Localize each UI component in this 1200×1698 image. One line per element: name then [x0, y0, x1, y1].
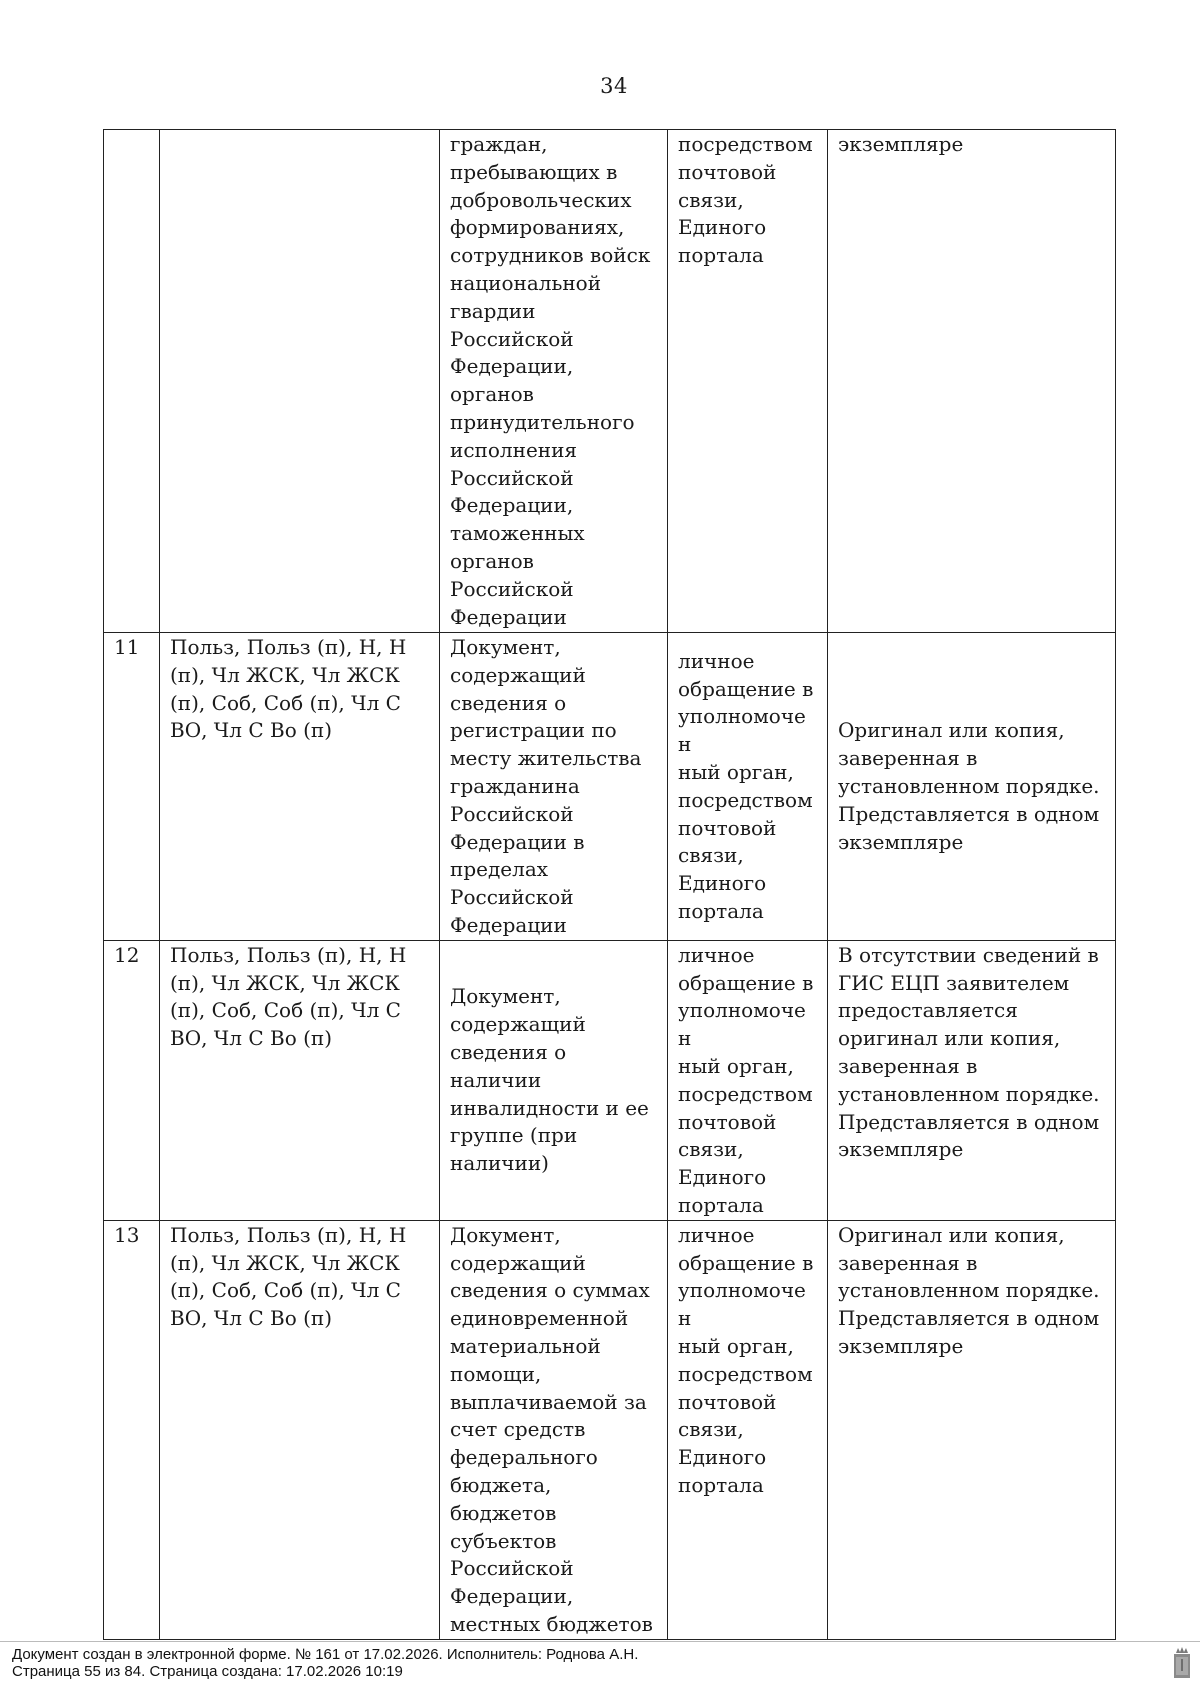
row-number-cell: 11: [104, 633, 160, 941]
requirements-cell: В отсутствии сведений в ГИС ЕЦП заявителем предоставляется оригинал или копия, заверенная в установленном порядке. Представляется в одном экземпляре: [828, 940, 1116, 1220]
submission-method-cell: личное обращение в уполномочен ный орган, посредством почтовой связи, Единого портала: [668, 633, 828, 941]
coat-of-arms-icon: [1172, 1646, 1192, 1680]
table-row: [104, 1220, 1116, 1639]
row-number-cell: 12: [104, 940, 160, 1220]
requirements-cell: Оригинал или копия, заверенная в установленном порядке. Представляется в одном экземпляре: [828, 1220, 1116, 1639]
applicant-category-cell: Польз, Польз (п), Н, Н (п), Чл ЖСК, Чл ЖСК (п), Соб, Соб (п), Чл С ВО, Чл С Во (п): [160, 1220, 440, 1639]
footer-line-page-info: Страница 55 из 84. Страница создана: 17.02.2026 10:19: [12, 1662, 403, 1680]
submission-method-cell: посредством почтовой связи, Единого портала: [668, 130, 828, 633]
table-row: [104, 940, 1116, 1220]
page-number: 34: [600, 74, 628, 98]
row-number-cell: [104, 130, 160, 633]
submission-method-cell: личное обращение в уполномочен ный орган, посредством почтовой связи, Единого портала: [668, 940, 828, 1220]
document-name-cell: граждан, пребывающих в добровольческих формированиях, сотрудников войск национальной гвардии Российской Федерации, органов принудительного исполнения Российской Федерации, таможенных органов Российской Федерации: [440, 130, 668, 633]
requirements-cell: Оригинал или копия, заверенная в установленном порядке. Представляется в одном экземпляре: [828, 633, 1116, 941]
documents-table: [103, 129, 1116, 1640]
document-name-cell: Документ, содержащий сведения о регистрации по месту жительства гражданина Российской Федерации в пределах Российской Федерации: [440, 633, 668, 941]
table-row: [104, 633, 1116, 941]
electronic-document-footer: [12, 1647, 638, 1680]
requirements-cell: экземпляре: [828, 130, 1116, 633]
row-number-cell: 13: [104, 1220, 160, 1639]
footer-divider: [0, 1641, 1200, 1642]
document-name-cell: Документ, содержащий сведения о наличии инвалидности и ее группе (при наличии): [440, 940, 668, 1220]
applicant-category-cell: [160, 130, 440, 633]
table-row: [104, 130, 1116, 633]
document-name-cell: Документ, содержащий сведения о суммах единовременной материальной помощи, выплачиваемой за счет средств федерального бюджета, бюджетов субъектов Российской Федерации, местных бюджетов: [440, 1220, 668, 1639]
applicant-category-cell: Польз, Польз (п), Н, Н (п), Чл ЖСК, Чл ЖСК (п), Соб, Соб (п), Чл С ВО, Чл С Во (п): [160, 940, 440, 1220]
submission-method-cell: личное обращение в уполномочен ный орган, посредством почтовой связи, Единого портала: [668, 1220, 828, 1639]
applicant-category-cell: Польз, Польз (п), Н, Н (п), Чл ЖСК, Чл ЖСК (п), Соб, Соб (п), Чл С ВО, Чл С Во (п): [160, 633, 440, 941]
footer-line-document-info: Документ создан в электронной форме. № 161 от 17.02.2026. Исполнитель: Роднова А.Н.: [12, 1646, 639, 1663]
